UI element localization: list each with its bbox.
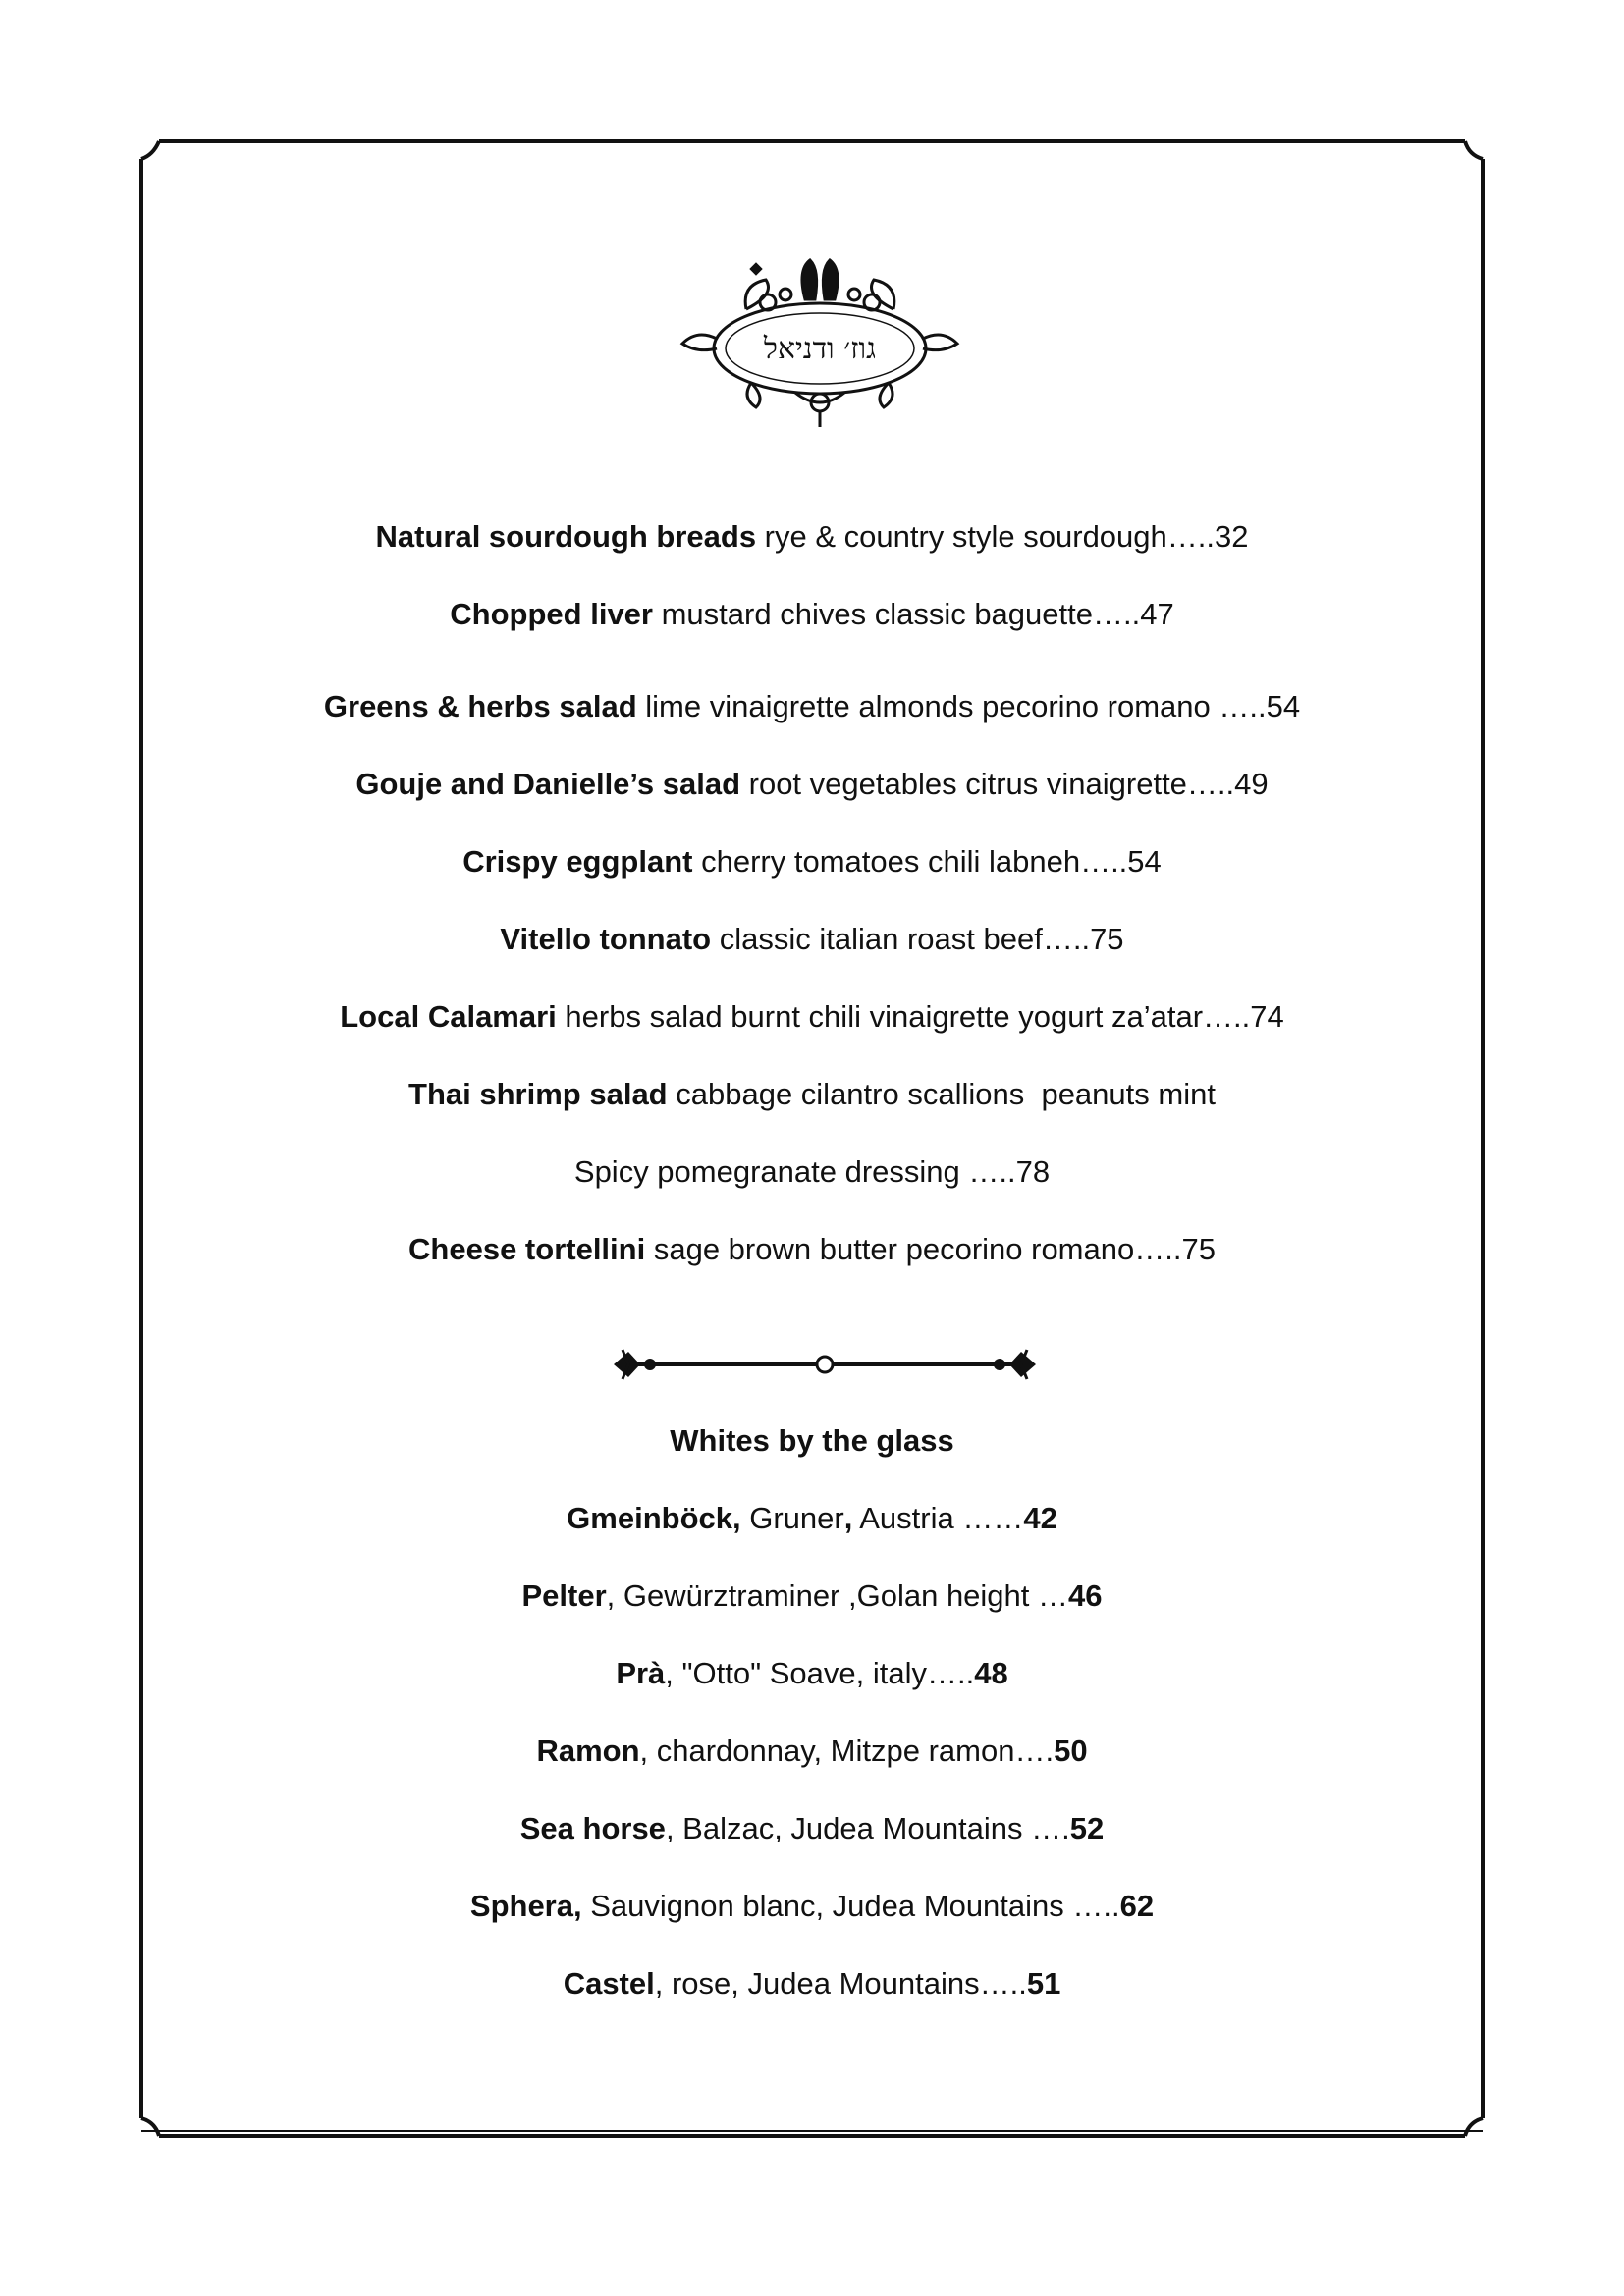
dish-description: sage brown butter pecorino romano…..75: [645, 1232, 1216, 1266]
dish-name: Local Calamari: [340, 999, 557, 1034]
wine-item: [0, 1576, 1624, 1616]
dish-description: lime vinaigrette almonds pecorino romano …..54: [636, 689, 1301, 723]
section-heading: [0, 1421, 1624, 1461]
wine-price: 62: [1119, 1889, 1155, 1923]
menu-item: [0, 842, 1624, 881]
wine-producer: Prà: [616, 1656, 666, 1690]
dish-name: Greens & herbs salad: [323, 689, 637, 723]
dish-description: herbs salad burnt chili vinaigrette yogurt za’atar…..74: [556, 999, 1284, 1034]
wine-item: [0, 1654, 1624, 1693]
dish-name: Vitello tonnato: [500, 922, 712, 956]
wine-details: , Gewürztraminer ,Golan height …: [606, 1578, 1069, 1613]
menu-item: [0, 1075, 1624, 1114]
wine-item: [0, 1809, 1624, 1848]
wine-details: , Balzac, Judea Mountains ….: [665, 1811, 1070, 1845]
dish-description: classic italian roast beef…..75: [711, 922, 1124, 956]
wine-price: 48: [974, 1656, 1008, 1690]
menu-item: [0, 920, 1624, 959]
menu-item: [0, 765, 1624, 804]
dish-name: Crispy eggplant: [462, 844, 693, 879]
wine-details-cont: Austria ……: [852, 1501, 1024, 1535]
restaurant-logo: [677, 245, 962, 437]
wine-price: 46: [1068, 1578, 1103, 1613]
dish-name: Thai shrimp salad: [408, 1077, 668, 1111]
dish-description: mustard chives classic baguette…..47: [653, 597, 1174, 631]
wine-details: Sauvignon blanc, Judea Mountains …..: [581, 1889, 1120, 1923]
ornamental-divider-icon: [609, 1340, 1041, 1389]
wine-item: [0, 1964, 1624, 2003]
dish-name: Gouje and Danielle’s salad: [355, 767, 741, 801]
wine-item: [0, 1499, 1624, 1538]
wine-details: , chardonnay, Mitzpe ramon….: [639, 1734, 1055, 1768]
menu-item-continued: [0, 1152, 1624, 1192]
wine-separator: ,: [843, 1501, 853, 1535]
dish-name: Natural sourdough breads: [375, 519, 757, 554]
wine-producer: Sphera,: [469, 1889, 582, 1923]
dish-description: Spicy pomegranate dressing …..78: [573, 1154, 1051, 1189]
wine-price: 50: [1054, 1734, 1088, 1768]
wine-details: , "Otto" Soave, italy…..: [665, 1656, 975, 1690]
menu-item: [0, 517, 1624, 557]
logo-text: גוז׳ ודניאל: [763, 332, 877, 366]
dish-name: Chopped liver: [450, 597, 653, 631]
wine-details: , rose, Judea Mountains…..: [654, 1966, 1027, 2001]
wine-price: 51: [1026, 1966, 1061, 2001]
menu-item: [0, 595, 1624, 634]
dish-description: root vegetables citrus vinaigrette…..49: [740, 767, 1269, 801]
dish-description: cherry tomatoes chili labneh…..54: [692, 844, 1162, 879]
dish-name: Cheese tortellini: [408, 1232, 646, 1266]
wine-producer: Pelter: [521, 1578, 607, 1613]
menu-item: [0, 997, 1624, 1037]
wine-item: [0, 1732, 1624, 1771]
dish-description: rye & country style sourdough…..32: [756, 519, 1249, 554]
dish-description: cabbage cilantro scallions peanuts mint: [667, 1077, 1216, 1111]
menu-item: [0, 687, 1624, 726]
wine-price: 42: [1023, 1501, 1057, 1535]
wine-details: Gruner: [740, 1501, 844, 1535]
wine-producer: Castel: [563, 1966, 655, 2001]
menu-item: [0, 1230, 1624, 1269]
wine-price: 52: [1069, 1811, 1105, 1845]
wine-producer: Sea horse: [519, 1811, 666, 1845]
wine-item: [0, 1887, 1624, 1926]
wine-producer: Ramon: [536, 1734, 640, 1768]
wine-producer: Gmeinböck,: [567, 1501, 741, 1535]
section-heading-text: Whites by the glass: [670, 1423, 954, 1458]
